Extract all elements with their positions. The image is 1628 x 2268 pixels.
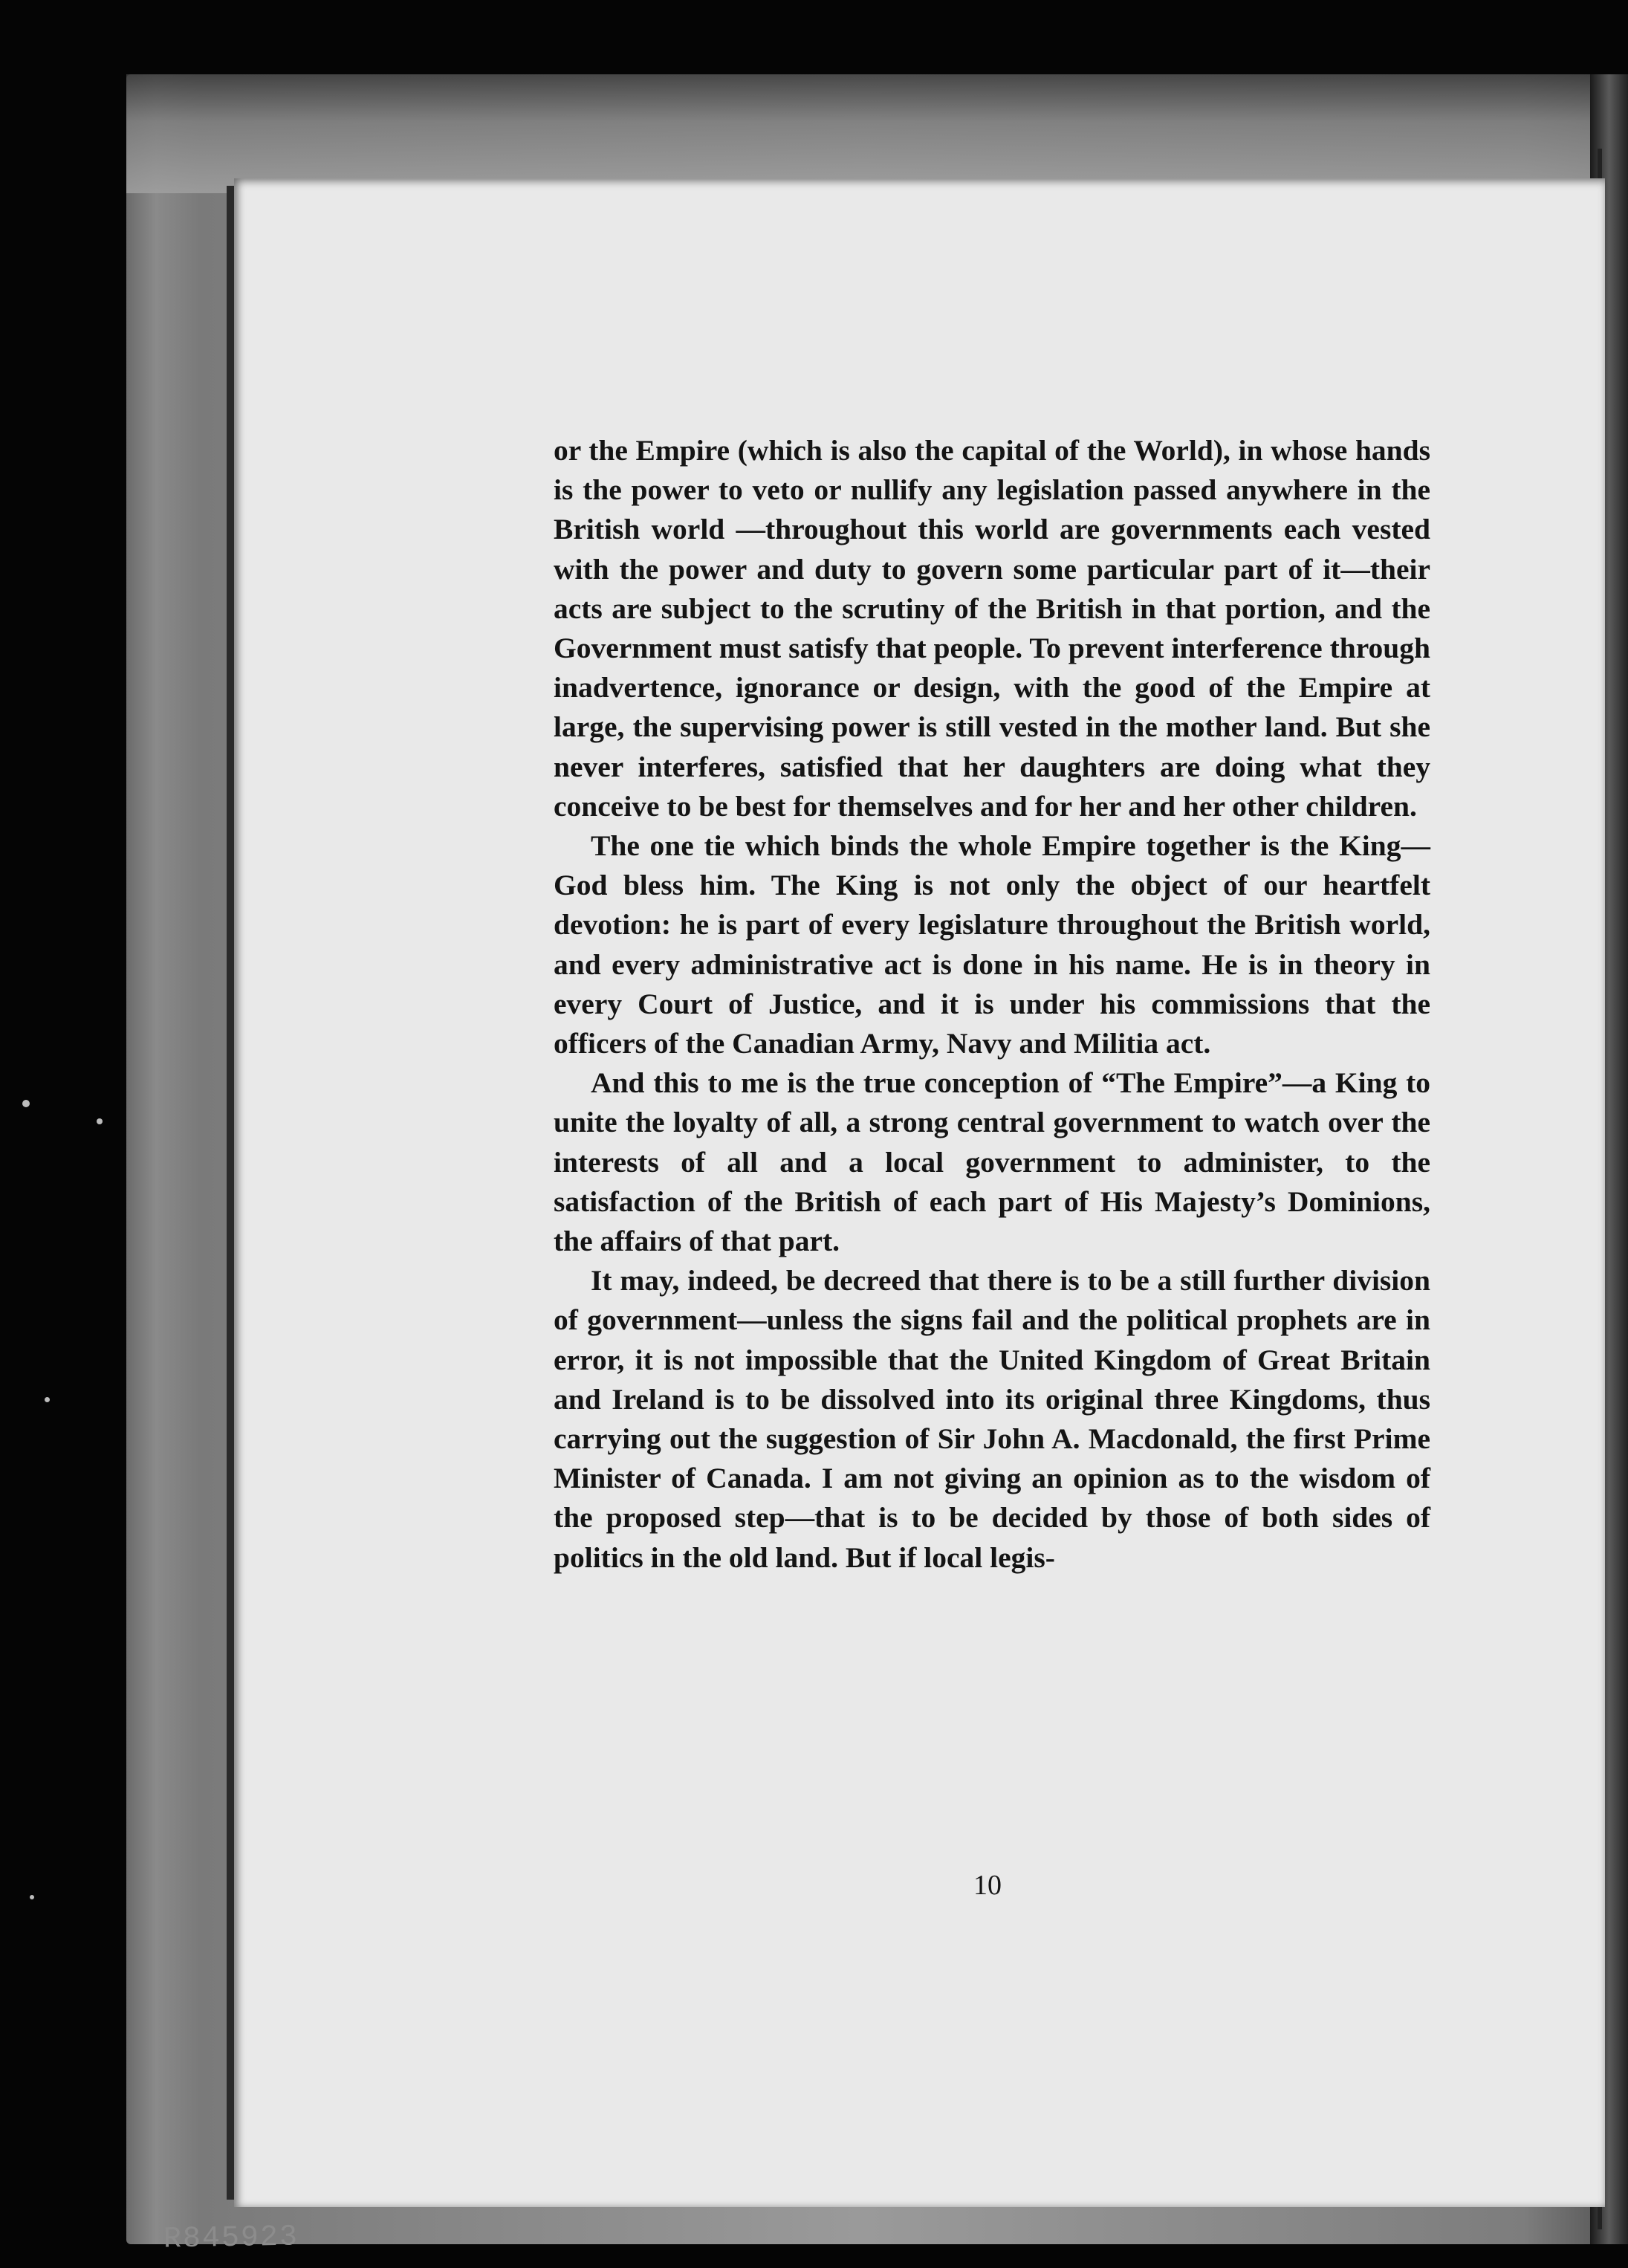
paragraph: The one tie which binds the whole Empire together is the King—God bless him. The King is not only the object of our heartfelt devotion: he is part of every legislature throughout the British world, and every administrative act is done in his name. He is in theory in every Court of Justice, and it is under his commissions that the officers of the Canadian Army, Navy and Militia act. (554, 829, 1430, 1060)
page-edge-left (227, 186, 234, 2200)
dust-speck (22, 1100, 30, 1107)
dust-speck (30, 1895, 34, 1899)
paragraph: And this to me is the true conception of “The Empire”—a King to unite the loyalty of all, a strong central government to watch over the interests of all and a local government to administer, to the satisfaction of the British of each part of His Majesty’s Dominions, the affairs of that part. (554, 1066, 1430, 1258)
paragraph: or the Empire (which is also the capital of the World), in whose hands is the power to veto or nullify any legislation passed anywhere in the British world —throughout this world are governments each vested with the power and duty to govern some particular part of it—their acts are subject to the scrutiny of the British in that portion, and the Government must satisfy that people. To prevent interference through inadvertence, ignorance or design, with the good of the Empire at large, the supervising power is still vested in the mother land. But she never interferes, satisfied that her daughters are doing what they conceive to be best for themselves and for her and her other children. (554, 434, 1430, 823)
dust-speck (45, 1397, 50, 1402)
dust-speck (97, 1118, 103, 1124)
catalog-number: R845923 (163, 2220, 299, 2257)
body-text (554, 431, 1430, 1578)
paragraph: It may, indeed, be decreed that there is to be a still further division of government—unless the signs fail and the political prophets are in error, it is not impossible that the United Kingdom of Great Britain and Ireland is to be dissolved into its original three Kingdoms, thus carrying out the suggestion of Sir John A. Macdonald, the first Prime Minister of Canada. I am not giving an opinion as to the wisdom of the proposed step—that is to be decided by those of both sides of politics in the old land. But if local legis- (554, 1264, 1430, 1574)
page-number: 10 (973, 1870, 1002, 1901)
cover-shadow (126, 74, 1598, 193)
